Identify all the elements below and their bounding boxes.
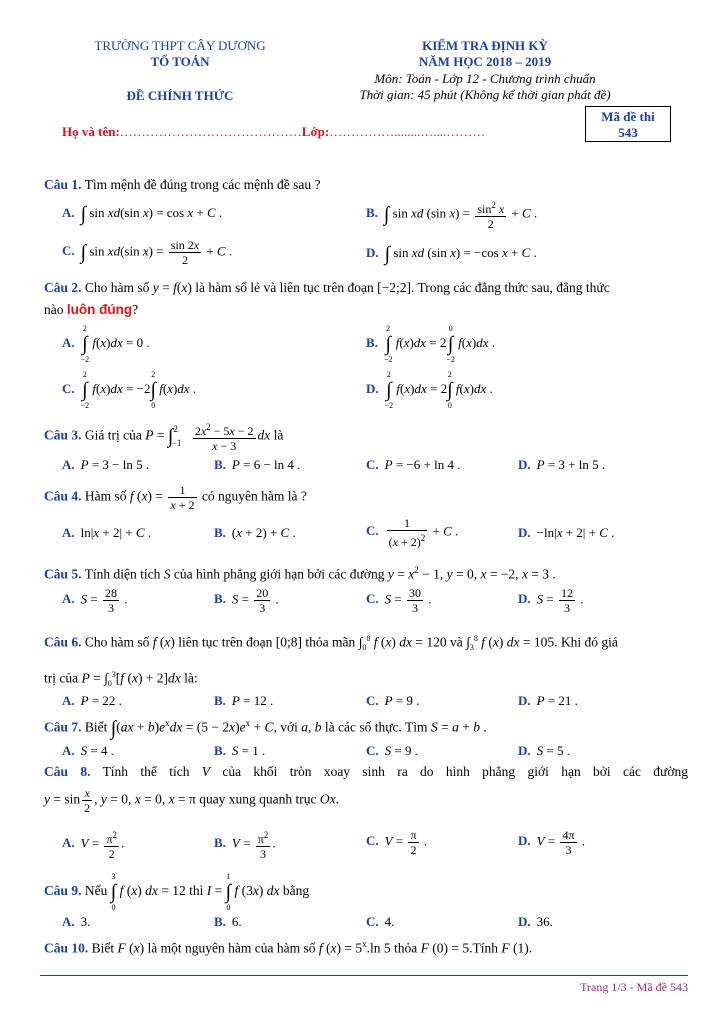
student-info-line bbox=[62, 124, 485, 140]
name-label: Họ và tên: bbox=[62, 124, 120, 139]
name-dots: …………………………………… bbox=[119, 124, 302, 139]
q6-option-b[interactable]: B. P = 12 . bbox=[214, 693, 274, 708]
q4-option-b[interactable]: B. (x + 2) + C . bbox=[214, 525, 296, 540]
q8-option-c[interactable]: C. V = $\frac{\pi}{2}$ . bbox=[366, 828, 427, 857]
q3-option-c[interactable]: C. P = −6 + ln 4 . bbox=[366, 457, 461, 472]
q8-option-b[interactable]: B. V = $\frac{\pi^2}{3}$ . bbox=[214, 830, 276, 861]
q6-option-a[interactable]: A. P = 22 . bbox=[62, 693, 122, 708]
question-text: Tìm mệnh đề đúng trong các mệnh đề sau ? bbox=[84, 177, 321, 192]
emphasis-text: luôn đúng bbox=[66, 302, 133, 317]
official-label: ĐỀ CHÍNH THỨC bbox=[126, 88, 234, 103]
q6-option-d[interactable]: D. P = 21 . bbox=[518, 693, 578, 708]
q7-option-a[interactable]: A. S = 4 . bbox=[62, 743, 114, 758]
q4-option-d[interactable]: D. −ln|x + 2| + C . bbox=[518, 525, 615, 540]
q2-option-d[interactable]: D. 2 ∫ −2 f(x)dx = 2 2 ∫ 0 f(x)dx . bbox=[366, 370, 493, 410]
class-dots: ……………........…....……… bbox=[329, 124, 486, 139]
q1-option-a[interactable]: A. ∫ sin xd(sin x) = cos x + C . bbox=[62, 203, 223, 226]
q4-option-c[interactable]: C. $\frac{1}{(x + 2)^2}$ + C . bbox=[366, 516, 459, 549]
q1-option-c[interactable]: C. ∫ sin xd(sin x) = $\frac{\sin 2x}{2}$ + C . bbox=[62, 238, 233, 267]
q1-option-b[interactable]: B. ∫ sin xd (sin x) = $\frac{\sin^2 x}{2}$ + C . bbox=[366, 200, 538, 231]
q7-option-d[interactable]: D. S = 5 . bbox=[518, 743, 570, 758]
exam-title: KIỂM TRA ĐỊNH KỲ bbox=[422, 38, 548, 53]
question-2: Câu 2. Cho hàm số y = f(x) là hàm số lẻ và liên tục trên đoạn [−2;2]. Trong các đẳng thức sau, đẳng thức bbox=[44, 280, 610, 295]
exam-code-box bbox=[585, 106, 671, 142]
exam-code-value: 543 bbox=[618, 125, 638, 140]
q8-option-d[interactable]: D. V = $\frac{4\pi}{3}$ . bbox=[518, 828, 585, 857]
q3-option-d[interactable]: D. P = 3 + ln 5 . bbox=[518, 457, 606, 472]
q2-option-c[interactable]: C. 2 ∫ −2 f(x)dx = −2 2 ∫ 0 f(x)dx . bbox=[62, 370, 197, 410]
question-2-line2: nào luôn đúng? bbox=[44, 302, 139, 317]
department-name: TỔ TOÁN bbox=[150, 54, 210, 69]
q8-option-a[interactable]: A. V = $\frac{\pi^2}{2}$ . bbox=[62, 830, 125, 861]
page-footer: Trang 1/3 - Mã đề 543 bbox=[580, 980, 688, 994]
school-year: NĂM HỌC 2018 – 2019 bbox=[418, 54, 552, 69]
question-8-line2: y = sin $\frac{x}{2}$ , y = 0, x = 0, x = π quay xung quanh trục Ox. bbox=[44, 786, 340, 815]
question-4: Câu 4. Hàm số f (x) = $\frac{1}{x + 2}$ có nguyên hàm là ? bbox=[44, 483, 307, 512]
school-name: TRƯỜNG THPT CÂY DƯƠNG bbox=[94, 38, 266, 53]
question-8: Câu 8. Tính thể tích V của khối tròn xoay sinh ra do hình phẳng giới hạn bởi các đường bbox=[44, 764, 689, 779]
q6-option-c[interactable]: C. P = 9 . bbox=[366, 693, 420, 708]
exam-code-label: Mã đề thi bbox=[601, 109, 655, 124]
q2-option-b[interactable]: B. 2 ∫ −2 f(x)dx = 2 0 ∫ −2 f(x)dx . bbox=[366, 324, 496, 364]
q7-option-c[interactable]: C. S = 9 . bbox=[366, 743, 418, 758]
q3-option-a[interactable]: A. P = 3 − ln 5 . bbox=[62, 457, 150, 472]
footer-divider bbox=[40, 975, 688, 976]
q5-option-c[interactable]: C. S = $\frac{30}{3}$ . bbox=[366, 586, 432, 615]
q3-option-b[interactable]: B. P = 6 − ln 4 . bbox=[214, 457, 301, 472]
question-1 bbox=[44, 176, 320, 194]
question-3: Câu 3. Giá trị của P = ∫$^2_{-1}$ $\frac{2x^2 - 5x - 2}{x - 3}$ dx là bbox=[44, 422, 284, 453]
q7-option-b[interactable]: B. S = 1 . bbox=[214, 743, 266, 758]
q5-option-d[interactable]: D. S = $\frac{12}{3}$ . bbox=[518, 586, 584, 615]
question-5: Câu 5. Tính diện tích S của hình phẳng giới hạn bởi các đường $y = x^2 - 1$, y = 0, x = −2, x = 3 . bbox=[44, 565, 556, 582]
q5-option-a[interactable]: A. S = $\frac{28}{3}$ . bbox=[62, 586, 128, 615]
q2-option-a[interactable]: A. 2 ∫ −2 f(x)dx = 0 . bbox=[62, 324, 150, 364]
question-9: Câu 9. Nếu 3 ∫ 0 f (x) dx = 12 thì I = 1 ∫ 0 f (3x) dx bằng bbox=[44, 872, 310, 912]
question-6: Câu 6. Cho hàm số f (x) liên tục trên đoạn [0;8] thỏa mãn $\int_0^8$ f (x) dx = 120 và $\int_3^8$ f (x) dx = 105. Khi đó giá bbox=[44, 634, 618, 653]
q4-option-a[interactable]: A. ln|x + 2| + C . bbox=[62, 525, 152, 540]
q9-option-c[interactable]: C. 4. bbox=[366, 914, 395, 929]
q5-option-b[interactable]: B. S = $\frac{20}{3}$ . bbox=[214, 586, 279, 615]
q9-option-d[interactable]: D. 36. bbox=[518, 914, 553, 929]
q9-option-b[interactable]: B. 6. bbox=[214, 914, 242, 929]
question-number: Câu 1. bbox=[44, 177, 82, 192]
question-10: Câu 10. Biết F (x) là một nguyên hàm của hàm số f $(x) = 5^x.\ln$ 5 thỏa F (0) = 5.Tính F (1). bbox=[44, 939, 533, 956]
subject-line: Môn: Toán - Lớp 12 - Chương trình chuẩn bbox=[374, 71, 596, 86]
question-6-line2: trị của $P = \int_0^3[f$ (x) + 2]dx là: bbox=[44, 670, 198, 689]
q1-option-d[interactable]: D. ∫ sin xd (sin x) = −cos x + C . bbox=[366, 243, 537, 266]
question-7: Câu 7. Biết $\int(ax + b)e^xdx = (5 - 2x)e^x + C$, với a, b là các số thực. Tìm S = a + b . bbox=[44, 717, 487, 740]
class-label: Lớp: bbox=[301, 124, 330, 139]
q9-option-a[interactable]: A. 3. bbox=[62, 914, 91, 929]
duration-line: Thời gian: 45 phút (Không kể thời gian phát đề) bbox=[359, 87, 611, 102]
